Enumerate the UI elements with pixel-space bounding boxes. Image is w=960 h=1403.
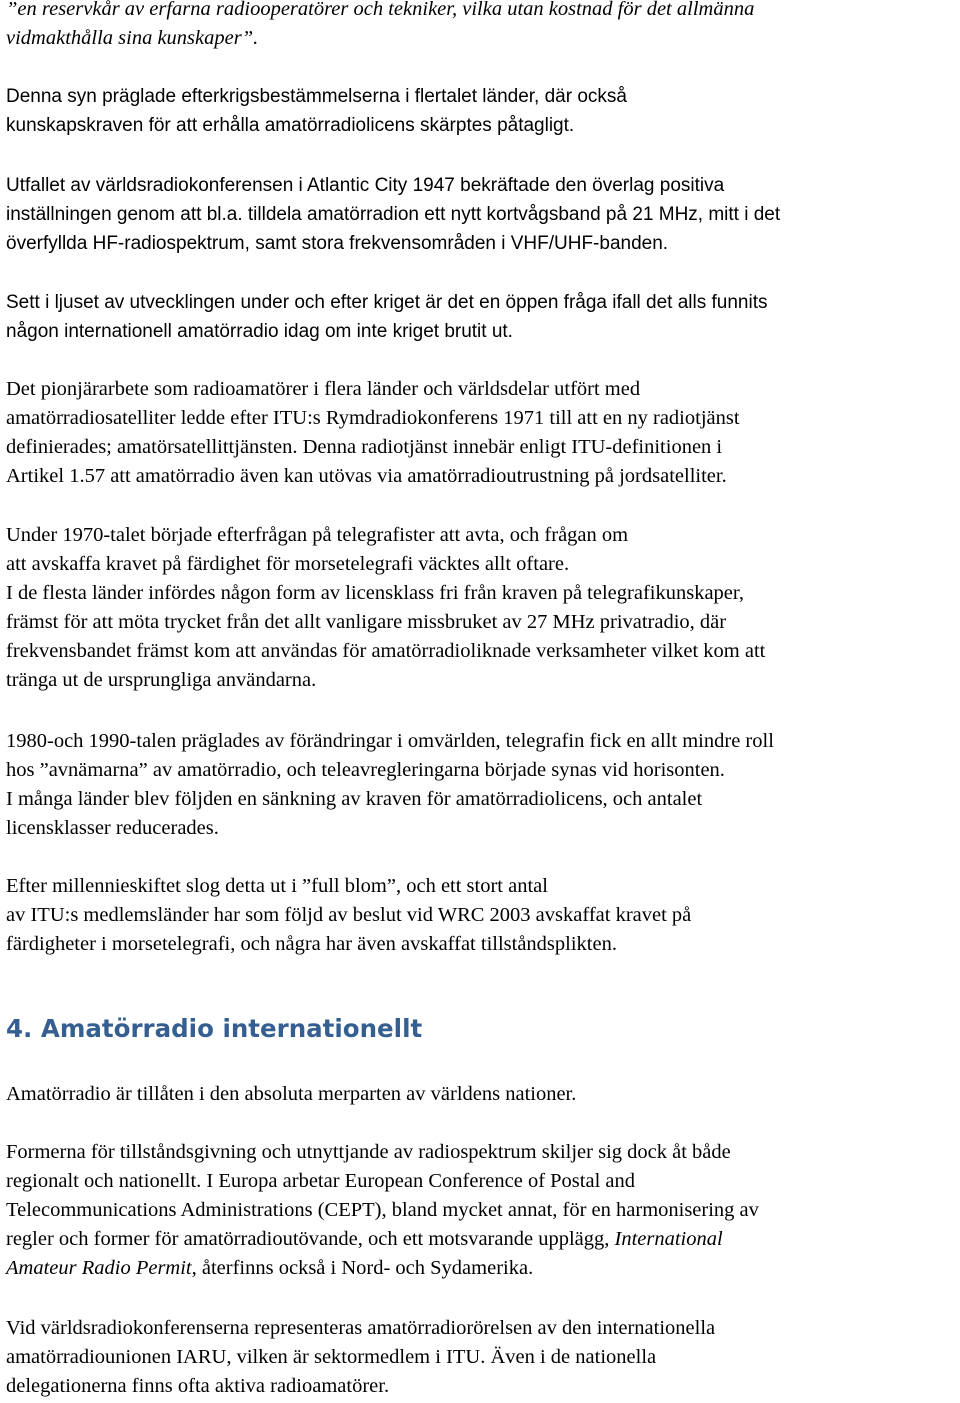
text-line: vidmakthålla sina kunskaper”.	[6, 27, 259, 49]
text-line: Telecommunications Administrations (CEPT), bland mycket annat, för en harmonisering av	[6, 1199, 759, 1221]
paragraph	[6, 288, 956, 346]
text-line: Denna syn präglade efterkrigsbestämmelserna i flertalet länder, där också	[6, 86, 627, 107]
text-line: inställningen genom att bl.a. tilldela amatörradion ett nytt kortvågsband på 21 MHz, mitt i det	[6, 204, 781, 225]
text-line: överfyllda HF-radiospektrum, samt stora frekvensområden i VHF/UHF-banden.	[6, 233, 669, 254]
text-line: Formerna för tillståndsgivning och utnyttjande av radiospektrum skiljer sig dock åt både	[6, 1141, 731, 1163]
text-line: licensklasser reducerades.	[6, 817, 219, 839]
paragraph	[6, 872, 956, 959]
text-line: främst för att möta trycket från det allt vanligare missbruket av 27 MHz privatradio, där	[6, 611, 727, 633]
paragraph	[6, 1080, 956, 1109]
text-line	[6, 1225, 956, 1254]
text-line: Vid världsradiokonferenserna representeras amatörradiorörelsen av den internationella	[6, 1317, 716, 1339]
paragraph	[6, 727, 956, 843]
paragraph	[6, 375, 956, 491]
text-line: Det pionjärarbete som radioamatörer i flera länder och världsdelar utfört med	[6, 378, 641, 400]
text-line: 1980-och 1990-talen präglades av förändringar i omvärlden, telegrafin fick en allt mindre roll	[6, 730, 774, 752]
italic-text-segment: Amateur Radio Permit	[6, 1257, 192, 1279]
paragraph	[6, 1138, 956, 1283]
text-segment: , återfinns också i Nord- och Sydamerika.	[191, 1257, 534, 1279]
text-line: tränga ut de ursprungliga användarna.	[6, 669, 317, 691]
text-line: kunskapskraven för att erhålla amatörradiolicens skärptes påtagligt.	[6, 115, 575, 136]
text-line: I de flesta länder infördes någon form av licensklass fri från kraven på telegrafikunskaper,	[6, 582, 745, 604]
text-line: hos ”avnämarna” av amatörradio, och teleavregleringarna började synas vid horisonten.	[6, 759, 725, 781]
quote-paragraph	[6, 0, 956, 53]
text-line: Under 1970-talet började efterfrågan på telegrafister att avta, och frågan om	[6, 524, 629, 546]
paragraph	[6, 521, 956, 695]
paragraph	[6, 82, 956, 140]
italic-text-segment: International	[614, 1228, 723, 1250]
text-line: amatörradiounionen IARU, vilken är sektormedlem i ITU. Även i de nationella	[6, 1346, 657, 1368]
text-line: färdigheter i morsetelegrafi, och några har även avskaffat tillståndsplikten.	[6, 933, 617, 955]
text-line: delegationerna finns ofta aktiva radioamatörer.	[6, 1375, 390, 1397]
text-line: av ITU:s medlemsländer har som följd av beslut vid WRC 2003 avskaffat kravet på	[6, 904, 692, 926]
paragraph	[6, 1314, 956, 1401]
text-line	[6, 1254, 956, 1283]
text-line: någon internationell amatörradio idag om inte kriget brutit ut.	[6, 321, 513, 342]
text-line: frekvensbandet främst kom att användas för amatörradioliknade verksamheter vilket kom att	[6, 640, 766, 662]
text-line: I många länder blev följden en sänkning av kraven för amatörradiolicens, och antalet	[6, 788, 703, 810]
section-heading: 4. Amatörradio internationellt	[6, 1014, 423, 1043]
text-line: att avskaffa kravet på färdighet för morsetelegrafi väcktes allt oftare.	[6, 553, 570, 575]
text-line: Efter millennieskiftet slog detta ut i ”full blom”, och ett stort antal	[6, 875, 548, 897]
text-line: Amatörradio är tillåten i den absoluta merparten av världens nationer.	[6, 1083, 577, 1105]
text-segment: regler och former för amatörradioutövande, och ett motsvarande upplägg,	[6, 1228, 615, 1250]
text-line: regionalt och nationellt. I Europa arbetar European Conference of Postal and	[6, 1170, 635, 1192]
text-line: Sett i ljuset av utvecklingen under och efter kriget är det en öppen fråga ifall det alls funnits	[6, 292, 768, 313]
text-line: Artikel 1.57 att amatörradio även kan utövas via amatörradioutrustning på jordsatelliter.	[6, 465, 727, 487]
paragraph	[6, 171, 956, 258]
text-line: Utfallet av världsradiokonferensen i Atlantic City 1947 bekräftade den överlag positiva	[6, 175, 725, 196]
text-line: amatörradiosatelliter ledde efter ITU:s Rymdradiokonferens 1971 till att en ny radiotjänst	[6, 407, 740, 429]
text-line: definierades; amatörsatellittjänsten. Denna radiotjänst innebär enligt ITU-definitionen i	[6, 436, 723, 458]
text-line: ”en reservkår av erfarna radiooperatörer och tekniker, vilka utan kostnad för det allmänna	[6, 0, 755, 20]
